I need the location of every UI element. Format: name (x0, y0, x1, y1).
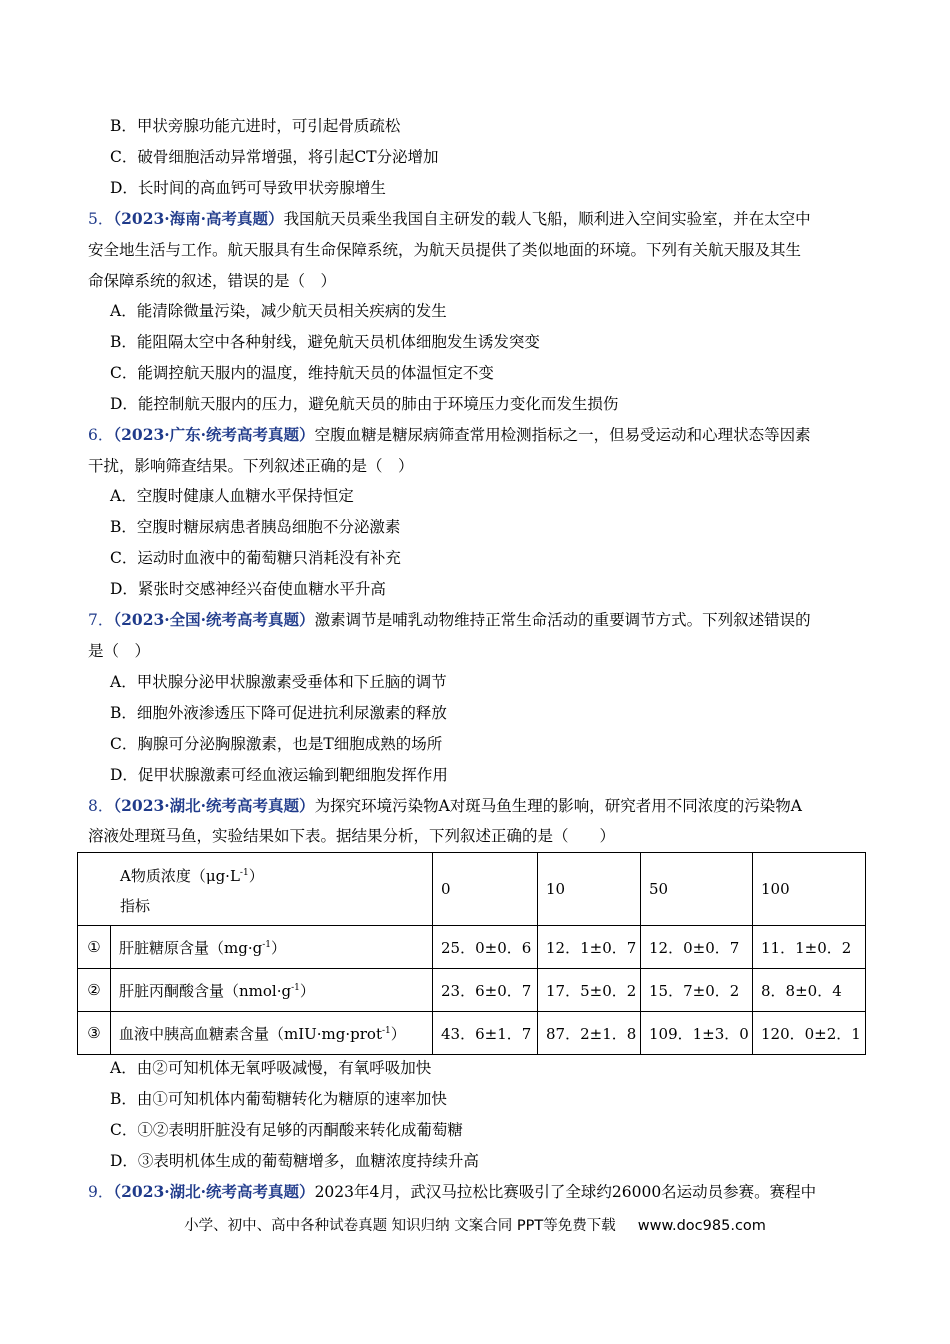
question-source: （2023·湖北·统考高考真题） (113, 796, 315, 815)
q6-stem (88, 425, 811, 445)
table-header-row (78, 853, 866, 926)
question-number: 9． (88, 1183, 114, 1201)
table-cell: 8．8±0．4 (753, 969, 866, 1012)
q5-option-c: C．能调控航天服内的温度，维持航天员的体温恒定不变 (110, 364, 494, 382)
question-number: 8． (88, 797, 114, 815)
q6-option-a: A．空腹时健康人血糖水平保持恒定 (110, 487, 354, 505)
q8-option-d: D．③表明机体生成的葡萄糖增多，血糖浓度持续升高 (110, 1152, 479, 1170)
table-cell: 109．1±3．0 (641, 1012, 753, 1055)
row-label: 肝脏糖原含量$(mg\cdot g^{-1})$ (111, 926, 433, 969)
table-header-indicator: A物质浓度$(\mu g\cdot L^{-1})$ 指标 (78, 853, 433, 926)
q5-stem-line3: 命保障系统的叙述，错误的是（ ） (88, 272, 337, 290)
table-cell: 25．0±0．6 (433, 926, 538, 969)
q5-option-a: A．能清除微量污染，减少航天员相关疾病的发生 (110, 302, 447, 320)
footer-text: 小学、初中、高中各种试卷真题 知识归纳 文案合同 PPT等免费下载 (184, 1218, 616, 1234)
table-header-cell: 0 (433, 853, 538, 926)
question-source: （2023·广东·统考高考真题） (113, 425, 315, 444)
q9-stem (88, 1182, 816, 1202)
table-cell: 87．2±1．8 (538, 1012, 641, 1055)
question-source: （2023·湖北·统考高考真题） (113, 1182, 315, 1201)
q8-option-b: B．由①可知机体内葡萄糖转化为糖原的速率加快 (110, 1090, 447, 1108)
question-source: （2023·全国·统考高考真题） (113, 610, 315, 629)
q8-option-a: A．由②可知机体无氧呼吸减慢，有氧呼吸加快 (110, 1059, 432, 1077)
question-number: 6． (88, 426, 114, 444)
q4-option-b: B．甲状旁腺功能亢进时，可引起骨质疏松 (110, 117, 401, 135)
q5-stem (88, 209, 811, 229)
q5-option-b: B．能阻隔太空中各种射线，避免航天员机体细胞发生诱发突变 (110, 333, 540, 351)
q7-option-d: D．促甲状腺激素可经血液运输到靶细胞发挥作用 (110, 766, 448, 784)
footer-site-link[interactable]: www.doc985.com (637, 1218, 766, 1234)
question-text: 空腹血糖是糖尿病筛查常用检测指标之一，但易受运动和心理状态等因素 (314, 426, 811, 444)
table-cell: 43．6±1．7 (433, 1012, 538, 1055)
table-cell: 15．7±0．2 (641, 969, 753, 1012)
row-label: 肝脏丙酮酸含量$(nmol\cdot g^{-1})$ (111, 969, 433, 1012)
row-label: 血液中胰高血糖素含量（mIU·mg·prot$^{-1}$） (111, 1012, 433, 1055)
table-row (78, 1012, 866, 1055)
table-row (78, 926, 866, 969)
question-number: 5． (88, 210, 114, 228)
q8-stem (88, 796, 802, 816)
table-header-cell: 100 (753, 853, 866, 926)
q5-option-d: D．能控制航天服内的压力，避免航天员的肺由于环境压力变化而发生损伤 (110, 395, 619, 413)
question-source: （2023·海南·高考真题） (113, 209, 284, 228)
question-number: 7． (88, 611, 114, 629)
table-cell: 23．6±0．7 (433, 969, 538, 1012)
q4-option-c: C．破骨细胞活动异常增强，将引起CT分泌增加 (110, 148, 439, 166)
table-cell: 11．1±0．2 (753, 926, 866, 969)
table-cell: 17．5±0．2 (538, 969, 641, 1012)
question-text: 为探究环境污染物A对斑马鱼生理的影响，研究者用不同浓度的污染物A (314, 797, 802, 815)
row-marker: ① (78, 926, 111, 969)
question-text: 我国航天员乘坐我国自主研发的载人飞船，顺利进入空间实验室，并在太空中 (283, 210, 811, 228)
table-cell: 120．0±2．1 (753, 1012, 866, 1055)
table-header-cell: 50 (641, 853, 753, 926)
table-row (78, 969, 866, 1012)
row-marker: ② (78, 969, 111, 1012)
q8-option-c: C．①②表明肝脏没有足够的丙酮酸来转化成葡萄糖 (110, 1121, 463, 1139)
page-footer (0, 1214, 950, 1235)
question-text: 2023年4月，武汉马拉松比赛吸引了全球约26000名运动员参赛。赛程中 (314, 1183, 817, 1201)
q6-option-d: D．紧张时交感神经兴奋使血糖水平升高 (110, 580, 386, 598)
q4-option-d: D．长时间的高血钙可导致甲状旁腺增生 (110, 179, 386, 197)
q6-option-b: B．空腹时糖尿病患者胰岛细胞不分泌激素 (110, 518, 401, 536)
q5-stem-line2: 安全地生活与工作。航天服具有生命保障系统，为航天员提供了类似地面的环境。下列有关航天服及其生 (88, 241, 802, 259)
row-marker: ③ (78, 1012, 111, 1055)
results-table (77, 852, 866, 1055)
q7-option-a: A．甲状腺分泌甲状腺激素受垂体和下丘脑的调节 (110, 673, 447, 691)
q7-option-c: C．胸腺可分泌胸腺激素，也是T细胞成熟的场所 (110, 735, 443, 753)
q7-stem (88, 610, 811, 630)
q6-stem-line2: 干扰，影响筛查结果。下列叙述正确的是（ ） (88, 457, 414, 475)
question-text: 激素调节是哺乳动物维持正常生命活动的重要调节方式。下列叙述错误的 (314, 611, 811, 629)
table-cell: 12．0±0．7 (641, 926, 753, 969)
q6-option-c: C．运动时血液中的葡萄糖只消耗没有补充 (110, 549, 401, 567)
q7-stem-line2: 是（ ） (88, 642, 151, 660)
q8-stem-line2: 溶液处理斑马鱼，实验结果如下表。据结果分析，下列叙述正确的是（ ） (88, 827, 616, 845)
q7-option-b: B．细胞外液渗透压下降可促进抗利尿激素的释放 (110, 704, 447, 722)
table-cell: 12．1±0．7 (538, 926, 641, 969)
table-header-cell: 10 (538, 853, 641, 926)
